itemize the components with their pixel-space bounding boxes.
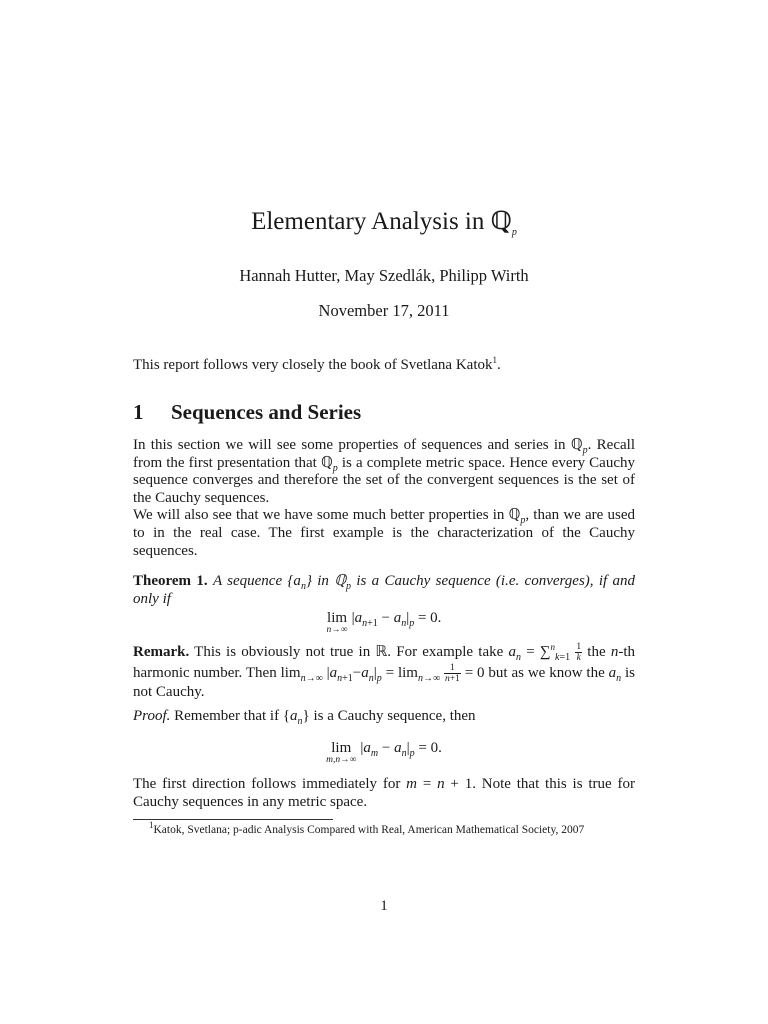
proof-equation: lim m,n→∞ $|a_m - a_n|_p = 0$. [326,740,442,765]
footnote: $^1$Katok, Svetlana; p-adic Analysis Compared with Real, American Mathematical Society, 2007 [149,820,585,836]
proof-paragraph: The first direction follows immediately for m = n + 1. Note that this is true for Cauchy sequences in any metric space. [133,776,635,810]
intro-paragraph: This report follows very closely the book of Svetlana Katok$^1$. [133,355,501,373]
proof-intro: Proof. Remember that if $\{a_n\}$ is a Cauchy sequence, then [133,708,476,727]
remark: Remark. This is obviously not true in ℝ. For example take $a_n = \sum^n_{k=1}$ $\frac{1}{k}$ the n-th harmonic number. Then $\lim_{n\to\infty} |a_{n+1}-a_n|_p = \lim_{n\to\infty}$ $\frac{1}{n+1}$ = 0 but as we know the $a_n$ is not Cauchy. [133,641,635,700]
page-number: 1 [380,898,388,914]
footnote-rule [133,819,333,820]
paper-title: Elementary Analysis in ℚ$_p$ [251,206,517,238]
paper-date: November 17, 2011 [318,301,450,320]
section-paragraph-1: In this section we will see some properties of sequences and series in ℚ$_p$. Recall from the first presentation that ℚ$_p$ is a complete metric space. Hence every Cauchy sequence converges and therefore the set of the convergent sequences is the set of the Cauchy sequences. We will also see that we have some much better properties in ℚ$_p$, than we are used to in the real case. The first example is the characterization of the Cauchy sequences. [133,437,635,559]
section-heading: 1 Sequences and Series [133,400,362,424]
theorem-equation: lim n→∞ $|a_{n+1} - a_n|_p = 0$. [326,610,442,635]
theorem-1: Theorem 1. A sequence $\{a_n\}$ in ℚ$_p$ is a Cauchy sequence (i.e. converges), if and only if [133,573,636,607]
paper-authors: Hannah Hutter, May Szedlák, Philipp Wirth [239,266,529,285]
